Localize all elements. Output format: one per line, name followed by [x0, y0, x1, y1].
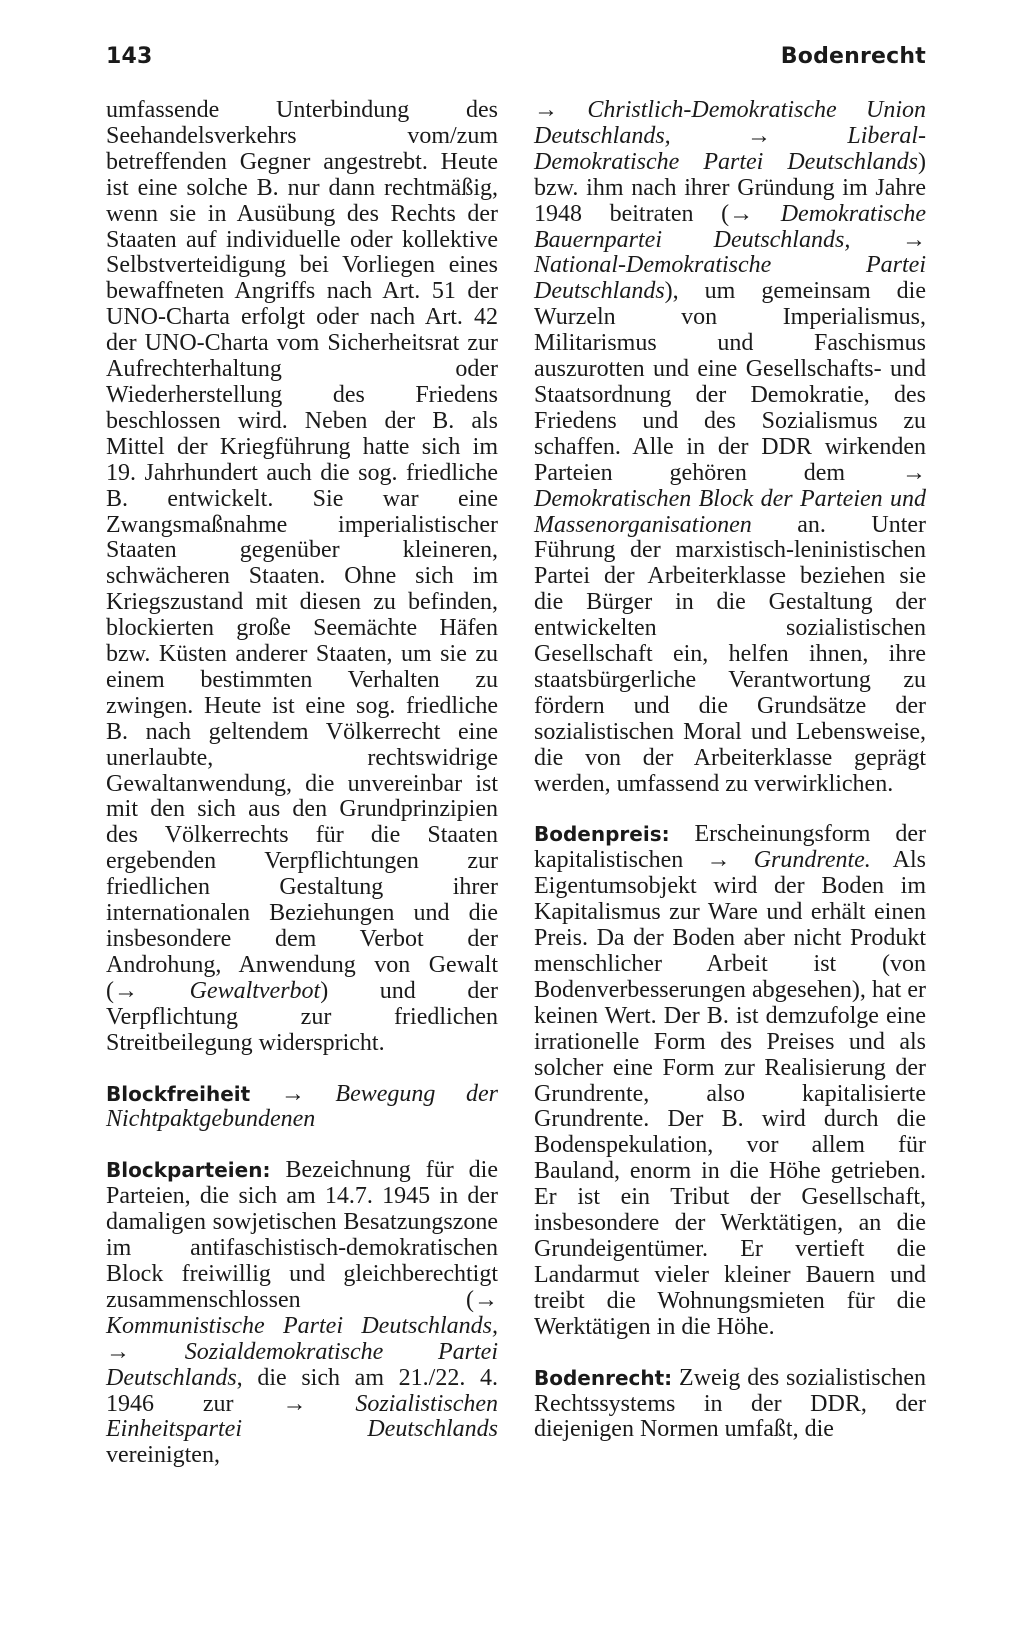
body-text: ), um gemeinsam die Wurzeln von Imperialismus, Militarismus und Faschismus auszurotten und eine Gesellschafts- und Staatsordnung der Demokratie, des Friedens und des Sozialismus zu schaffen. Alle in der DDR wirkenden Parteien gehören dem	[534, 278, 926, 486]
cross-reference-link[interactable]: Sozialdemokratische Partei Deutschlands	[106, 1338, 498, 1391]
cross-reference-link[interactable]: Christlich-Demokratische Union Deutschlands,	[534, 97, 927, 149]
cross-reference-link[interactable]: Sozialistischen Einheitspartei Deutschlands	[106, 1390, 498, 1443]
entry-bodenpreis	[534, 822, 926, 1340]
arrow-icon: →	[706, 847, 754, 874]
body-text: an. Unter Führung der marxistisch-leninistischen Partei der Arbeiterklasse beziehen sie die Bürger in die Gestaltung der entwickelten sozialistischen Gesellschaft ein, helfen ihnen, ihre staatsbürgerliche Verantwortung zu fördern und die Grundsätze der sozialistischen Moral und Lebensweise, die von der Arbeiterklasse geprägt werden, umfassend zu verwirklichen.	[534, 511, 926, 797]
cross-reference-link[interactable]: Bewegung der Nichtpaktgebundenen	[106, 1080, 498, 1133]
entry-headword: Blockparteien:	[106, 1158, 271, 1183]
arrow-icon: →	[280, 1080, 305, 1107]
arrow-icon: →	[729, 200, 781, 227]
cross-reference-link[interactable]: Gewaltverbot	[189, 977, 321, 1004]
right-column	[534, 98, 926, 1443]
arrow-icon: →	[902, 459, 926, 486]
body-text: vereinigten,	[106, 1442, 220, 1469]
body-text: Zweig des sozialistischen Rechtssystems in der DDR, der diejenigen Normen umfaßt, die	[534, 1364, 926, 1443]
cross-reference-link[interactable]: Demokratische Bauernpartei Deutschlands,	[534, 200, 927, 253]
arrow-icon: →	[902, 226, 926, 253]
entry-headword: Bodenrecht:	[534, 1365, 673, 1390]
cross-reference-link[interactable]: National-Demokratische Partei Deutschlands	[534, 252, 926, 305]
arrow-icon: →	[534, 97, 558, 123]
arrow-icon: →	[282, 1390, 356, 1417]
entry-headword: Bodenpreis:	[534, 822, 670, 847]
body-text: Bezeichnung für die Parteien, die sich am 14.7. 1945 in der damaligen sowjetischen Besatzungszone im antifaschistisch-demokratischen Block freiwillig und gleichberechtigt zusammenschlossen (	[106, 1157, 498, 1313]
entry-blockfreiheit	[106, 1082, 498, 1134]
entry-blockparteien	[106, 1158, 498, 1469]
cross-reference-link[interactable]: Demokratischen Block der Parteien und Massenorganisationen	[534, 485, 926, 538]
entry-bodenrecht	[534, 1366, 926, 1444]
running-head: Bodenrecht	[780, 44, 926, 69]
body-text: umfassende Unterbindung des Seehandelsverkehrs vom/zum betreffenden Gegner angestrebt. Heute ist eine solche B. nur dann rechtmäßig, wenn sie in Ausübung des Rechts der Staaten auf individuelle oder kollektive Selbstverteidigung bei Vorliegen eines bewaffneten Angriffs nach Art. 51 der UNO-Charta erfolgt oder nach Art. 42 der UNO-Charta vom Sicherheitsrat zur Aufrechterhaltung oder Wiederherstellung des Friedens beschlossen wird. Neben der B. als Mittel der Kriegführung hatte sich im 19. Jahrhundert auch die sog. friedliche B. entwickelt. Sie war eine Zwangsmaßnahme imperialistischer Staaten gegenüber kleineren, schwächeren Staaten. Ohne sich im Kriegszustand mit diesen zu befinden, blockierten große Seemächte Häfen bzw. Küsten anderer Staaten, um sie zu einem bestimmten Verhalten zu zwingen. Heute ist eine sog. friedliche B. nach geltendem Völkerrecht eine unerlaubte, rechtswidrige Gewaltanwendung, die unvereinbar ist mit den sich aus den Grundprinzipien des Völkerrechts für die Staaten ergebenden Verpflichtungen zur friedlichen Gestaltung ihrer internationalen Beziehungen und die insbesondere dem Verbot der Androhung, Anwendung von Gewalt (	[106, 97, 498, 1004]
body-text: Als Eigentumsobjekt wird der Boden im Kapitalismus zur Ware und erhält einen Preis. Da der Boden aber nicht Produkt menschlicher Arbeit ist (von Bodenverbesserungen abgesehen), hat er keinen Wert. Der B. ist demzufolge eine irrationelle Form des Preises und als solcher eine Form zur Realisierung der Grundrente, also kapitalisierte Grundrente. Der B. wird durch die Bodenspekulation, vor allem für Bauland, enorm in die Höhe getrieben. Er ist ein Tribut der Gesellschaft, insbesondere der Werktätigen, an die Grundeigentümer. Er vertieft die Landarmut vieler kleiner Bauern und treibt die Wohnungsmieten für die Werktätigen in die Höhe.	[534, 847, 927, 1340]
body-text: ) bzw. ihm nach ihrer Gründung im Jahre 1948 beitraten (	[534, 148, 926, 227]
body-text: Erscheinungsform der kapitalistischen	[534, 821, 926, 874]
body-text: , die sich am 21./22. 4. 1946 zur	[106, 1364, 498, 1417]
cross-reference-link[interactable]: Kommunistische Partei Deutschlands,	[106, 1312, 498, 1339]
entry-blockparteien-continuation	[534, 98, 926, 797]
arrow-icon: →	[747, 122, 771, 149]
arrow-icon: →	[106, 1338, 130, 1365]
arrow-icon: →	[114, 977, 190, 1004]
cross-reference-link[interactable]: Liberal-Demokratische Partei Deutschlands	[534, 122, 927, 175]
left-column	[106, 98, 498, 1469]
entry-headword: Blockfreiheit	[106, 1081, 251, 1106]
page-number: 143	[106, 44, 153, 69]
cross-reference-link[interactable]: Grundrente.	[753, 847, 871, 874]
body-text: ) und der Verpflichtung zur friedlichen Streitbeilegung widerspricht.	[106, 977, 499, 1056]
entry-blockade-continuation	[106, 98, 498, 1057]
arrow-icon: →	[474, 1286, 498, 1313]
